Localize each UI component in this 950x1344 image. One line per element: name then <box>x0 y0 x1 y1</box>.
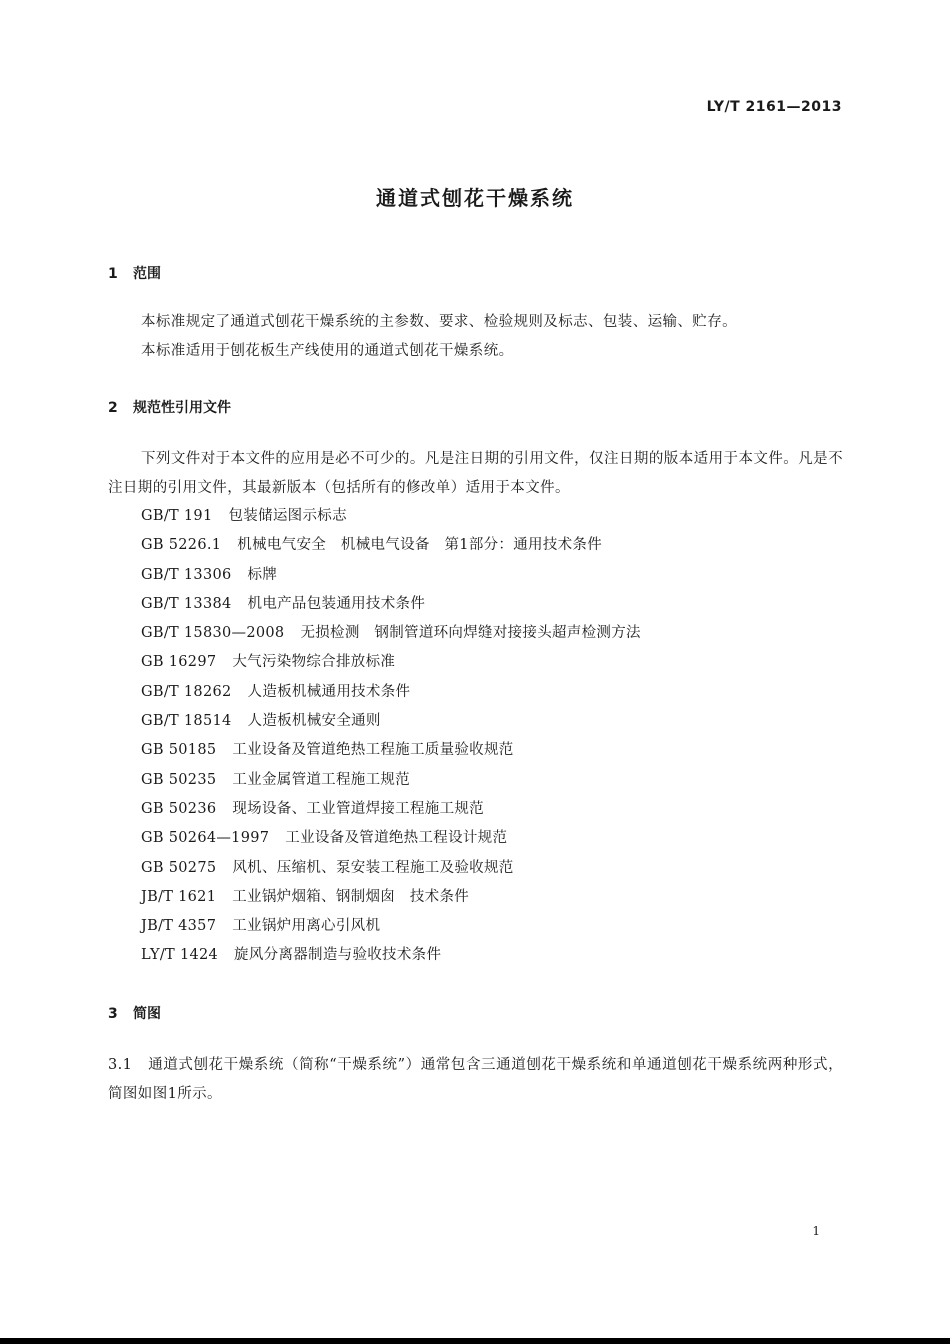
reference-code: GB 50275 <box>141 859 217 876</box>
reference-item <box>141 736 641 765</box>
reference-code: GB 50235 <box>141 771 217 788</box>
reference-code: GB/T 191 <box>141 508 213 524</box>
reference-list <box>141 502 641 971</box>
reference-item <box>141 912 641 941</box>
reference-code: GB 50185 <box>141 742 217 759</box>
section-3-title: 简图 <box>133 1006 161 1022</box>
reference-item <box>141 766 641 795</box>
page-number: 1 <box>812 1224 820 1238</box>
reference-title: 工业金属管道工程施工规范 <box>232 771 410 788</box>
reference-item <box>141 678 641 707</box>
reference-item <box>141 883 641 912</box>
reference-code: JB/T 1621 <box>141 888 217 905</box>
reference-item <box>141 502 641 531</box>
section-2-heading <box>108 397 231 417</box>
reference-title: 大气污染物综合排放标准 <box>232 654 396 671</box>
reference-code: JB/T 4357 <box>141 918 217 935</box>
reference-title: 工业锅炉烟箱、钢制烟囱 技术条件 <box>232 888 470 905</box>
reference-title: 风机、压缩机、泵安装工程施工及验收规范 <box>232 859 514 876</box>
section-3-number: 3 <box>108 1006 118 1022</box>
reference-title: 包装储运图示标志 <box>228 508 347 524</box>
reference-title: 人造板机械通用技术条件 <box>247 683 411 700</box>
reference-code: GB 50264—1997 <box>141 830 270 847</box>
section-1-heading <box>108 263 161 283</box>
reference-item <box>141 648 641 677</box>
section-1-paragraph-2: 本标准适用于刨花板生产线使用的通道式刨花干燥系统。 <box>141 343 514 359</box>
reference-code: GB 5226.1 <box>141 537 222 554</box>
reference-code: GB/T 13384 <box>141 595 232 612</box>
section-1-number: 1 <box>108 266 118 282</box>
reference-code: GB/T 18262 <box>141 683 232 700</box>
reference-title: 旋风分离器制造与验收技术条件 <box>234 947 442 964</box>
standard-code: LY/T 2161—2013 <box>706 99 842 115</box>
clause-3-1-number: 3.1 <box>108 1057 133 1073</box>
reference-code: GB/T 13306 <box>141 566 232 583</box>
reference-title: 无损检测 钢制管道环向焊缝对接接头超声检测方法 <box>300 625 641 642</box>
reference-item <box>141 854 641 883</box>
section-2-title: 规范性引用文件 <box>133 400 231 416</box>
reference-item <box>141 824 641 853</box>
clause-3-1-text: 通道式刨花干燥系统（简称“干燥系统”）通常包含三通道刨花干燥系统和单通道刨花干燥系统两种形式，简图如图1所示。 <box>108 1057 843 1102</box>
reference-title: 工业设备及管道绝热工程施工质量验收规范 <box>232 742 514 759</box>
reference-title: 机械电气安全 机械电气设备 第1部分：通用技术条件 <box>237 537 603 554</box>
reference-title: 现场设备、工业管道焊接工程施工规范 <box>232 800 484 817</box>
reference-code: GB 50236 <box>141 800 217 817</box>
bottom-border <box>0 1338 950 1344</box>
reference-title: 人造板机械安全通则 <box>247 713 381 730</box>
reference-code: GB 16297 <box>141 654 217 671</box>
reference-title: 机电产品包装通用技术条件 <box>247 595 426 612</box>
reference-item <box>141 619 641 648</box>
reference-item <box>141 531 641 560</box>
section-3-heading <box>108 1003 161 1023</box>
section-1-title: 范围 <box>133 266 161 282</box>
reference-item <box>141 590 641 619</box>
section-2-number: 2 <box>108 400 118 416</box>
clause-3-1 <box>108 1051 843 1109</box>
reference-item <box>141 707 641 736</box>
section-1-paragraph-1: 本标准规定了通道式刨花干燥系统的主参数、要求、检验规则及标志、包装、运输、贮存。 <box>141 314 737 330</box>
reference-item <box>141 941 641 970</box>
section-2-intro: 下列文件对于本文件的应用是必不可少的。凡是注日期的引用文件，仅注日期的版本适用于本文件。凡是不注日期的引用文件，其最新版本（包括所有的修改单）适用于本文件。 <box>108 451 843 496</box>
reference-title: 标牌 <box>247 566 278 583</box>
reference-item <box>141 561 641 590</box>
reference-code: LY/T 1424 <box>141 947 219 964</box>
reference-title: 工业锅炉用离心引风机 <box>232 918 381 935</box>
document-title: 通道式刨花干燥系统 <box>376 186 574 210</box>
reference-code: GB/T 15830—2008 <box>141 625 285 642</box>
reference-item <box>141 795 641 824</box>
reference-code: GB/T 18514 <box>141 713 232 730</box>
reference-title: 工业设备及管道绝热工程设计规范 <box>285 830 508 847</box>
